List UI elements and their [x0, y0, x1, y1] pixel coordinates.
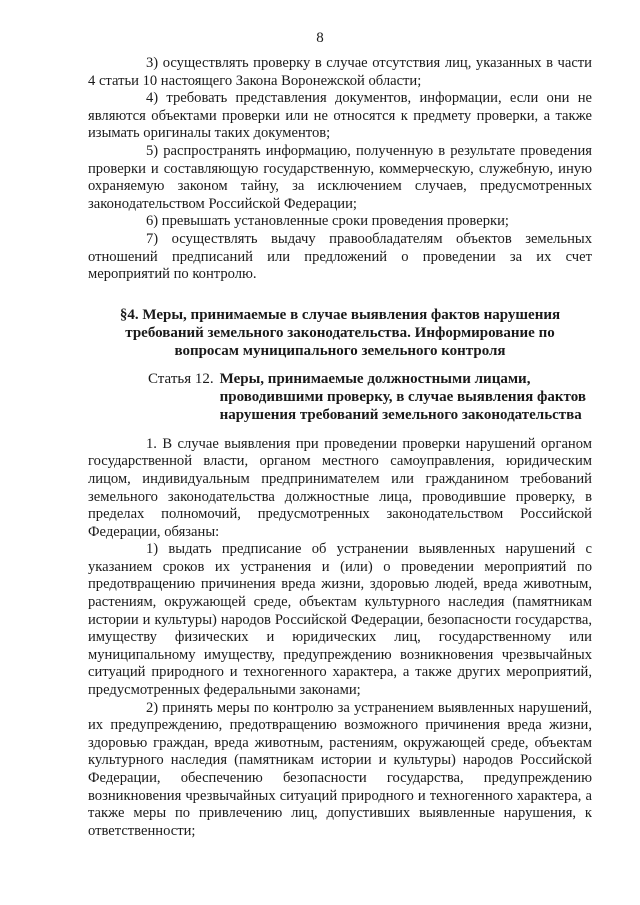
article-heading: [88, 370, 592, 424]
article-subitem-1: 1) выдать предписание об устранении выявленных нарушений с указанием сроков их устранения и (или) о проведении мероприятий по предотвращению причинения вреда жизни, здоровью людей, вреда животным, растениям, окружающей среде, объектам культурного наследия (памятникам истории и культуры) народов Российской Федерации, безопасности государства, имуществу физических и юридических лиц, государственному или муниципальному имуществу, предупреждению возникновения чрезвычайных ситуаций природного и техногенного характера, а также других мероприятий, предусмотренных федеральными законами;: [88, 541, 592, 699]
list-item-5: 5) распространять информацию, полученную в результате проведения проверки и составляющую государственную, коммерческую, служебную, иную охраняемую законом тайну, за исключением случаев, предусмотренных законодательством Российской Федерации;: [88, 142, 592, 212]
article-subitem-2: 2) принять меры по контролю за устранением выявленных нарушений, их предупреждению, предотвращению возможного причинения вреда жизни, здоровью граждан, вреда животным, растениям, окружающей среде, объектам культурного наследия (памятникам истории и культуры) народов Российской Федерации, обеспечению безопасности государства, предупреждению возникновения чрезвычайных ситуаций природного и техногенного характера, а также меры по привлечению лиц, допустивших выявленные нарушения, к ответственности;: [88, 699, 592, 839]
article-paragraph-1: 1. В случае выявления при проведении проверки нарушений органом государственной власти, органом местного самоуправления, юридическим лицом, индивидуальным предпринимателем или гражданином требований земельного законодательства должностные лица, проводившие проверку, в пределах полномочий, предусмотренных законодательством Российской Федерации, обязаны:: [88, 435, 592, 540]
list-item-3: 3) осуществлять проверку в случае отсутствия лиц, указанных в части 4 статьи 10 настоящего Закона Воронежской области;: [88, 55, 592, 89]
article-title: Меры, принимаемые должностными лицами, проводившими проверку, в случае выявления фактов нарушения требований земельного законодательства: [219, 370, 586, 423]
list-item-4: 4) требовать представления документов, информации, если они не являются объектами проверки или не относятся к предмету проверки, а также изымать оригиналы таких документов;: [88, 90, 592, 142]
section-title: §4. Меры, принимаемые в случае выявления фактов нарушения требований земельного законодательства. Информирование по вопросам муниципального земельного контроля: [119, 306, 561, 359]
list-item-7: 7) осуществлять выдачу правообладателям объектов земельных отношений предписаний или предложений о проведении за их счет мероприятий по контролю.: [88, 230, 592, 283]
article-label: Статья 12.: [148, 370, 214, 387]
page-number: 8: [316, 30, 324, 46]
list-item-6: 6) превышать установленные сроки проведения проверки;: [146, 213, 509, 230]
document-body: [88, 55, 592, 840]
